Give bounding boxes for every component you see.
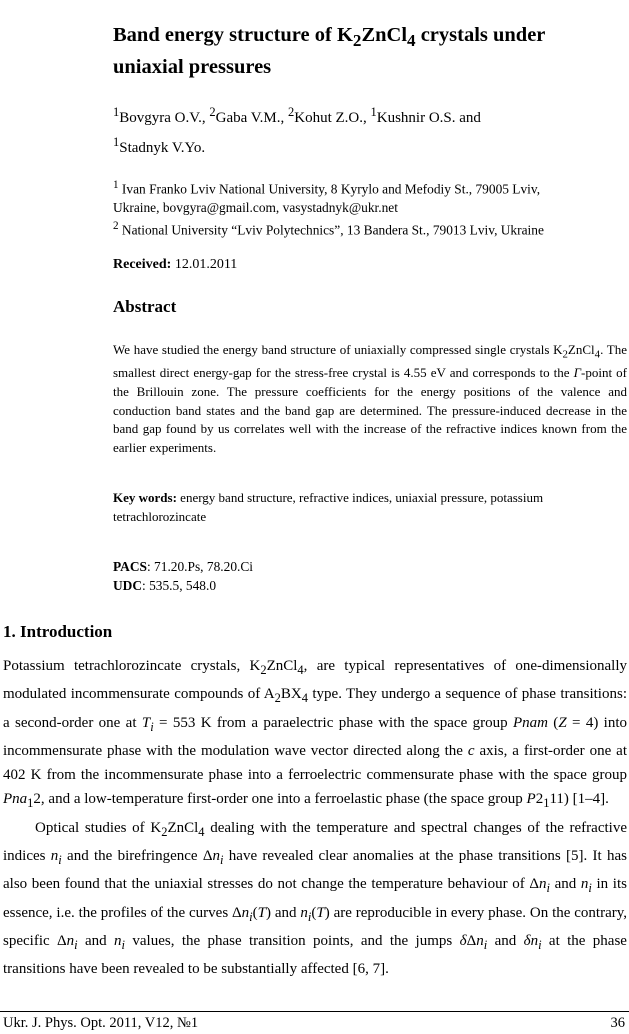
introduction-body [3,654,627,982]
author-list: $^1$Bovgyra O.V., $^2$Gaba V.M., $^2$Kohut Z.O., $^1$Kushnir O.S. and $^1$Stadnyk V.Yo. [113,105,481,156]
paragraph: Optical studies of $K_2ZnCl_4$ dealing with the temperature and spectral changes of the refractive indices $n_i$ and the birefringence $\Delta n_i$ have revealed clear anomalies at the phase transitions [5]. It has also been found that the uniaxial stresses do not change the temperature behaviour of $\Delta n_i$ and $n_i$ in its essence, i.e. the profiles of the curves $\Delta n_i(T)$ and $n_i(T)$ are reproducible in every phase. On the contrary, specific $\Delta n_i$ and $n_i$ values, the phase transition points, and the jumps δΔn$_i$ and $\delta n_i$ at the phase transitions have been revealed to be substantially affected [6, 7]. [3,819,628,978]
paper-title: Band energy structure of $K_2ZnCl_4$ crystals under uniaxial pressures [113,24,546,79]
classification-codes: PACS: 71.20.Ps, 78.20.Ci UDC: 535.5, 548.0 [113,559,254,593]
keywords: Key words: energy band structure, refractive indices, uniaxial pressure, potassium tetrachlorozincate [113,490,544,524]
footer-rule [0,1011,629,1012]
page-number: 36 [610,1015,625,1031]
abstract-heading: Abstract [113,297,177,316]
section-heading: 1. Introduction [3,622,113,641]
abstract-text: We have studied the energy band structure of uniaxially compressed single crystals $K_2ZnCl_4$. The smallest direct energy-gap for the stress-free crystal is 4.55 eV and corresponds to the Γ-point of the Brillouin zone. The pressure coefficients for the energy positions of the valence and conduction band states and the band gap are determined. The pressure-induced decrease in the band gap found by us correlates well with the increase of the refractive indices known from the earlier experiments. [113,342,627,456]
affiliations: $^1$ Ivan Franko Lviv National University, 8 Kyrylo and Mefodiy St., 79005 Lviv, Ukraine, bovgyra@gmail.com, vasystadnyk@ukr.net $^2$ National University “Lviv Polytechnics”, 13 Bandera St., 79013 Lviv, Ukraine [113,179,544,238]
paragraph: Potassium tetrachlorozincate crystals, $K_2ZnCl_4$, are typical representatives of one-dimensionally modulated incommensurate compounds of $A_2BX_4$ type. They undergo a sequence of phase transitions: a second-order one at $T_i = 553$ K from a paraelectric phase with the space group Pnam (Z = 4) into incommensurate phase with the modulation wave vector directed along the c axis, a first-order one at 402 K from the incommensurate phase into a ferroelectric commensurate phase with the space group Pna$_1$2, and a low-temperature first-order one into a ferroelastic phase (the space group $P2_111$) [1–4]. [3,658,628,811]
journal-citation: Ukr. J. Phys. Opt. 2011, V12, №1 [3,1015,199,1031]
received-date: Received: 12.01.2011 [113,257,238,272]
